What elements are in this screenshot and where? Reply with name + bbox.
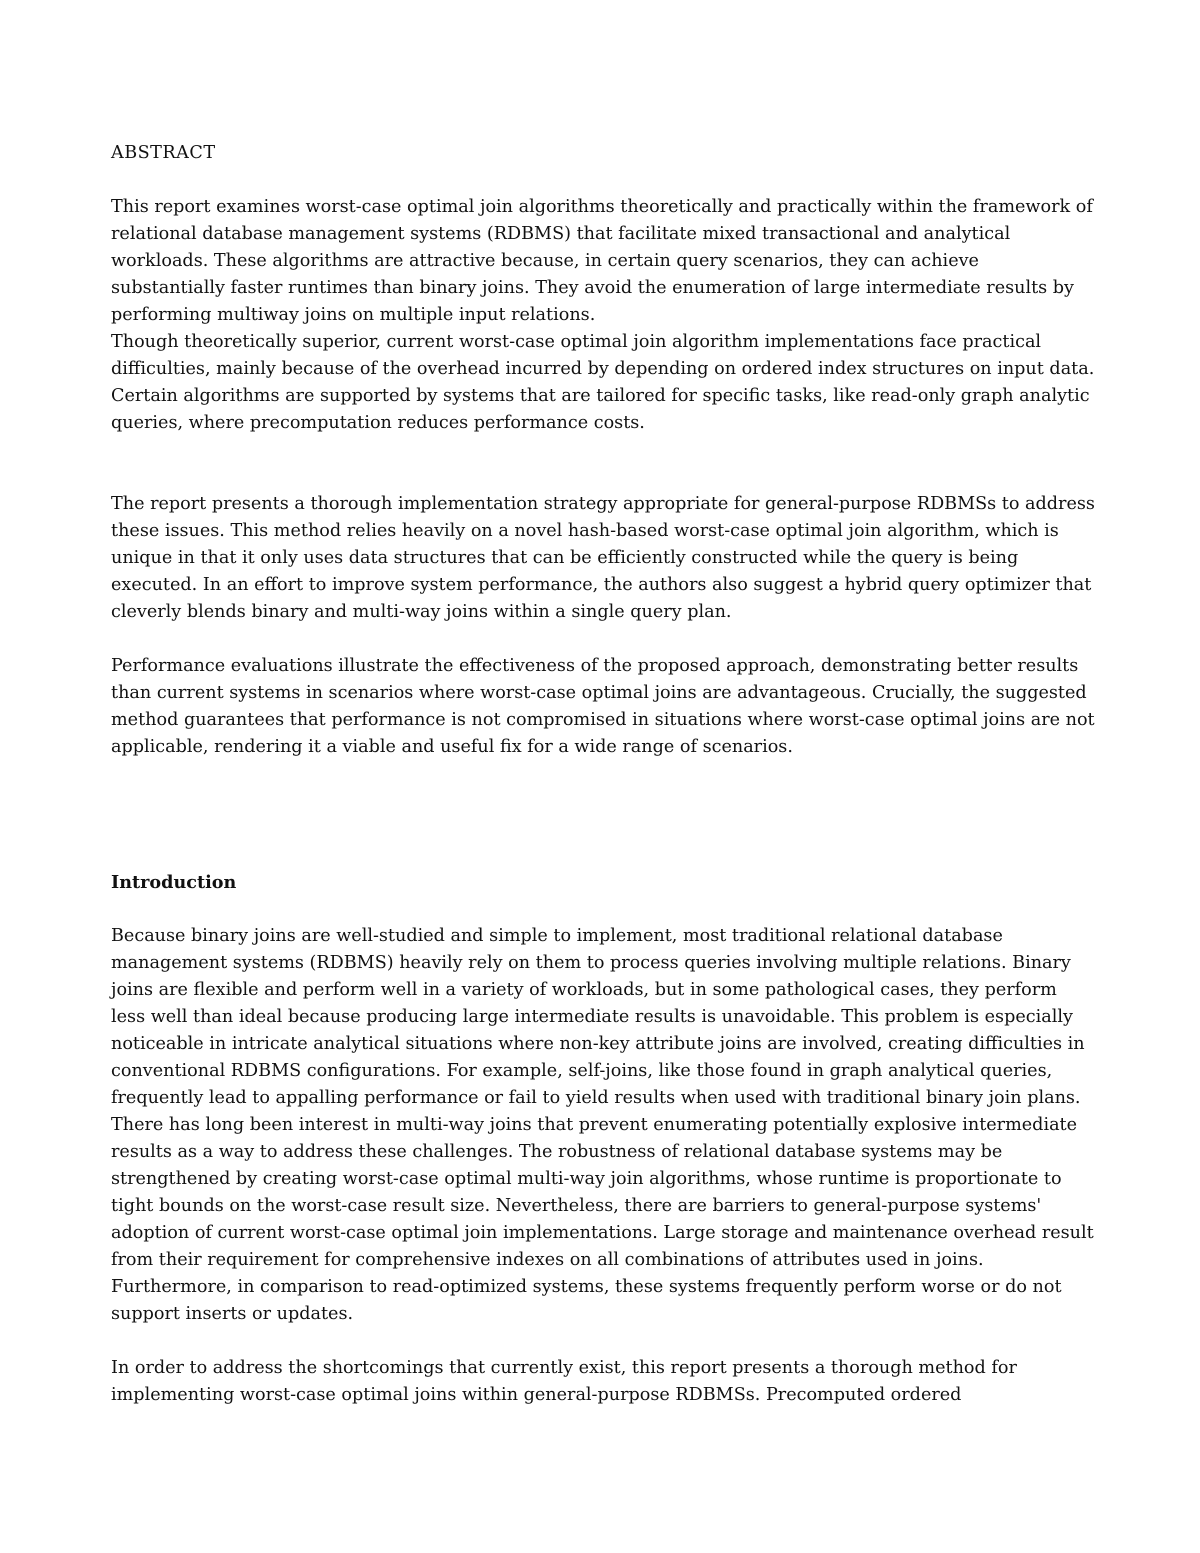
spacer xyxy=(111,437,1096,491)
abstract-heading: ABSTRACT xyxy=(111,143,216,163)
introduction-heading: Introduction xyxy=(111,872,237,893)
abstract-paragraph-2: Though theoretically superior, current worst-case optimal join algorithm implementations face practical difficulties, mainly because of the overhead incurred by depending on ordered index structures on input data. Certain algorithms are supported by systems that are tailored for specific tasks, like read-only graph analytic queries, where precomputation reduces performance costs. xyxy=(111,332,1095,433)
introduction-paragraph-2: There has long been interest in multi-way joins that prevent enumerating potentially explosive intermediate results as a way to address these challenges. The robustness of relational database systems may be strengthened by creating worst-case optimal multi-way join algorithms, whose runtime is proportionate to tight bounds on the worst-case result size. Nevertheless, there are barriers to general-purpose systems' adoption of current worst-case optimal join implementations. Large storage and maintenance overhead result from their requirement for comprehensive indexes on all combinations of attributes used in joins. Furthermore, in comparison to read-optimized systems, these systems frequently perform worse or do not support inserts or updates. xyxy=(111,1115,1094,1324)
spacer xyxy=(111,761,1096,869)
spacer xyxy=(111,896,1096,923)
abstract-paragraph-4: Performance evaluations illustrate the effectiveness of the proposed approach, demonstrating better results than current systems in scenarios where worst-case optimal joins are advantageous. Crucially, the suggested method guarantees that performance is not compromised in situations where worst-case optimal joins are not applicable, rendering it a viable and useful fix for a wide range of scenarios. xyxy=(111,656,1095,757)
abstract-paragraph-3: The report presents a thorough implementation strategy appropriate for general-purpose RDBMSs to address these issues. This method relies heavily on a novel hash-based worst-case optimal join algorithm, which is unique in that it only uses data structures that can be efficiently constructed while the query is being executed. In an effort to improve system performance, the authors also suggest a hybrid query optimizer that cleverly blends binary and multi-way joins within a single query plan. xyxy=(111,494,1095,622)
spacer xyxy=(111,626,1096,653)
spacer xyxy=(111,167,1096,194)
abstract-paragraph-1: This report examines worst-case optimal join algorithms theoretically and practically within the framework of relational database management systems (RDBMS) that facilitate mixed transactional and analytical workloads. These algorithms are attractive because, in certain query scenarios, they can achieve substantially faster runtimes than binary joins. They avoid the enumeration of large intermediate results by performing multiway joins on multiple input relations. xyxy=(111,197,1093,325)
introduction-paragraph-3: In order to address the shortcomings that currently exist, this report presents a thorough method for implementing worst-case optimal joins within general-purpose RDBMSs. Precomputed ordered xyxy=(111,1358,1017,1405)
introduction-paragraph-1: Because binary joins are well-studied and simple to implement, most traditional relational database management systems (RDBMS) heavily rely on them to process queries involving multiple relations. Binary joins are flexible and perform well in a variety of workloads, but in some pathological cases, they perform less well than ideal because producing large intermediate results is unavoidable. This problem is especially noticeable in intricate analytical situations where non-key attribute joins are involved, creating difficulties in conventional RDBMS configurations. For example, self-joins, like those found in graph analytical queries, frequently lead to appalling performance or fail to yield results when used with traditional binary join plans. xyxy=(111,926,1085,1108)
spacer xyxy=(111,1328,1096,1355)
document-page xyxy=(111,140,1096,1409)
